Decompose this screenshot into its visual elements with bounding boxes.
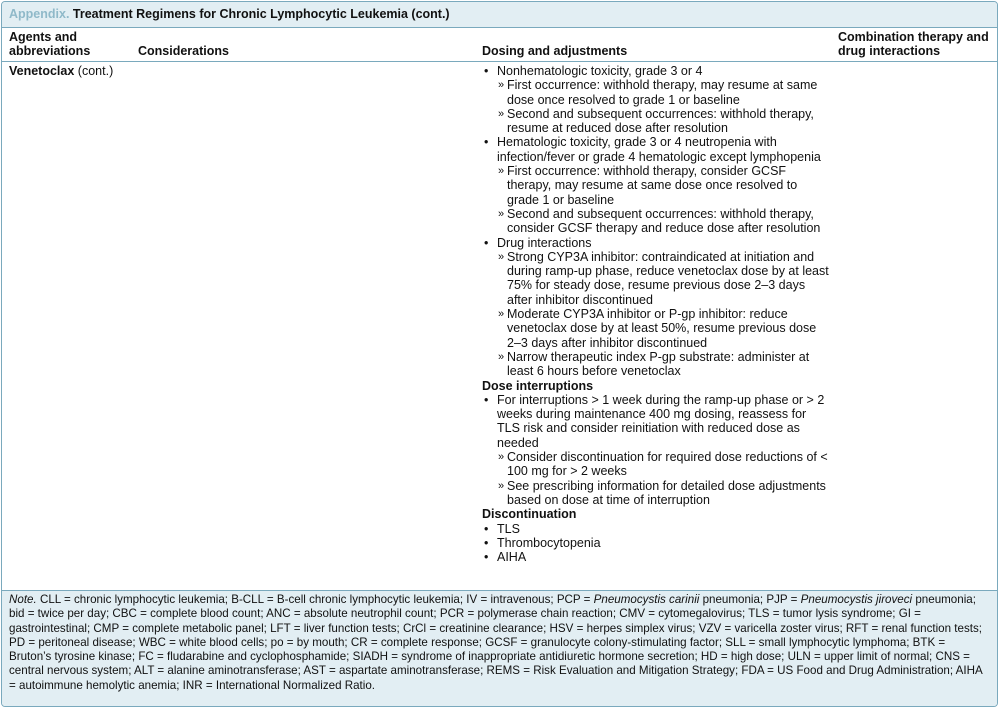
dosing-subbullet: » Narrow therapeutic index P-gp substrate: administer at least 6 hours before venetoclax [482,350,832,379]
dosing-section-heading: Discontinuation [482,507,577,522]
agent-cell [9,64,113,78]
dosing-subbullet: » See prescribing information for detailed dose adjustments based on dose at time of interruption [482,479,832,508]
dosing-cell [482,64,832,564]
dosing-subbullet: » Second and subsequent occurrences: withhold therapy, resume at reduced dose after resolution [482,107,832,136]
table-row [2,62,997,591]
dosing-bullet: • Hematologic toxicity, grade 3 or 4 neutropenia with infection/fever or grade 4 hematologic except lymphopenia [482,135,832,164]
header-agents: Agents and abbreviations [9,30,91,58]
header-considerations: Considerations [138,44,229,58]
note-label: Note. [9,593,37,606]
table-title [2,2,997,28]
dosing-bullet: • TLS [482,522,832,536]
title-text: Treatment Regimens for Chronic Lymphocytic Leukemia (cont.) [72,7,450,21]
title-prefix: Appendix. [9,7,70,21]
note-text-1: CLL = chronic lymphocytic leukemia; B-CLL = B-cell chronic lymphocytic leukemia; IV = intravenous; PCP = [36,593,594,606]
header-combination: Combination therapy and drug interactions [838,30,989,58]
agent-name: Venetoclax [9,64,75,78]
dosing-bullet: • For interruptions > 1 week during the ramp-up phase or > 2 weeks during maintenance 400 mg dosing, reassess for TLS risk and consider reinitiation with reduced dose as needed [482,393,832,450]
dosing-bullet: • Nonhematologic toxicity, grade 3 or 4 [482,64,832,78]
dosing-bullet: • Thrombocytopenia [482,536,832,550]
dosing-subbullet: » Strong CYP3A inhibitor: contraindicated at initiation and during ramp-up phase, reduce venetoclax dose by at least 75% for steady dose, resume previous dose 2–3 days after inhibitor discontinued [482,250,832,307]
dosing-subbullet: » First occurrence: withhold therapy, may resume at same dose once resolved to grade 1 or baseline [482,78,832,107]
dosing-subbullet: » Consider discontinuation for required dose reductions of < 100 mg for > 2 weeks [482,450,832,479]
dosing-subbullet: » First occurrence: withhold therapy, consider GCSF therapy, may resume at same dose once resolved to grade 1 or baseline [482,164,832,207]
dosing-bullet: • AIHA [482,550,832,564]
agent-suffix: (cont.) [74,64,114,78]
dosing-subbullet: » Moderate CYP3A inhibitor or P-gp inhibitor: reduce venetoclax dose by at least 50%, resume previous dose 2–3 days after inhibitor discontinued [482,307,832,350]
dosing-section-heading: Dose interruptions [482,378,594,393]
dosing-subbullet: » Second and subsequent occurrences: withhold therapy, consider GCSF therapy and reduce dose after resolution [482,207,832,236]
note-italic-2: Pneumocystis jiroveci [800,593,913,606]
table-frame [1,1,998,707]
header-dosing: Dosing and adjustments [482,44,628,58]
note-italic-1: Pneumocystis carinii [593,593,700,606]
note-text-3: pneumonia; bid = twice per day; CBC = complete blood count; ANC = absolute neutrophil count; PCR = polymerase chain reaction; CMV = cytomegalovirus; TLS = tumor lysis syndrome; GI = gastrointestinal; CMP = complete metabolic panel; LFT = liver function tests; CrCl = creatinine clearance; HSV = herpes simplex virus; VZV = varicella zoster virus; RFT = renal function tests; PD = peritoneal disease; WBC = white blood cells; po = by mouth; CR = complete response; GCSF = granulocyte colony-stimulating factor; SLL = small lymphocytic lymphoma; BTK = Bruton’s tyrosine kinase; FC = fludarabine and cyclophosphamide; SIADH = syndrome of inappropriate antidiuretic hormone secretion; HD = high dose; ULN = upper limit of normal; CNS = central nervous system; ALT = alanine aminotransferase; AST = aspartate aminotransferase; REMS = Risk Evaluation and Mitigation Strategy; FDA = US Food and Drug Administration; AIHA = autoimmune hemolytic anemia; INR = International Normalized Ratio. [9,593,983,692]
note-text-2: pneumonia; PJP = [699,593,801,606]
dosing-bullet: • Drug interactions [482,236,832,250]
table-header [2,28,997,62]
table-note [2,591,997,707]
